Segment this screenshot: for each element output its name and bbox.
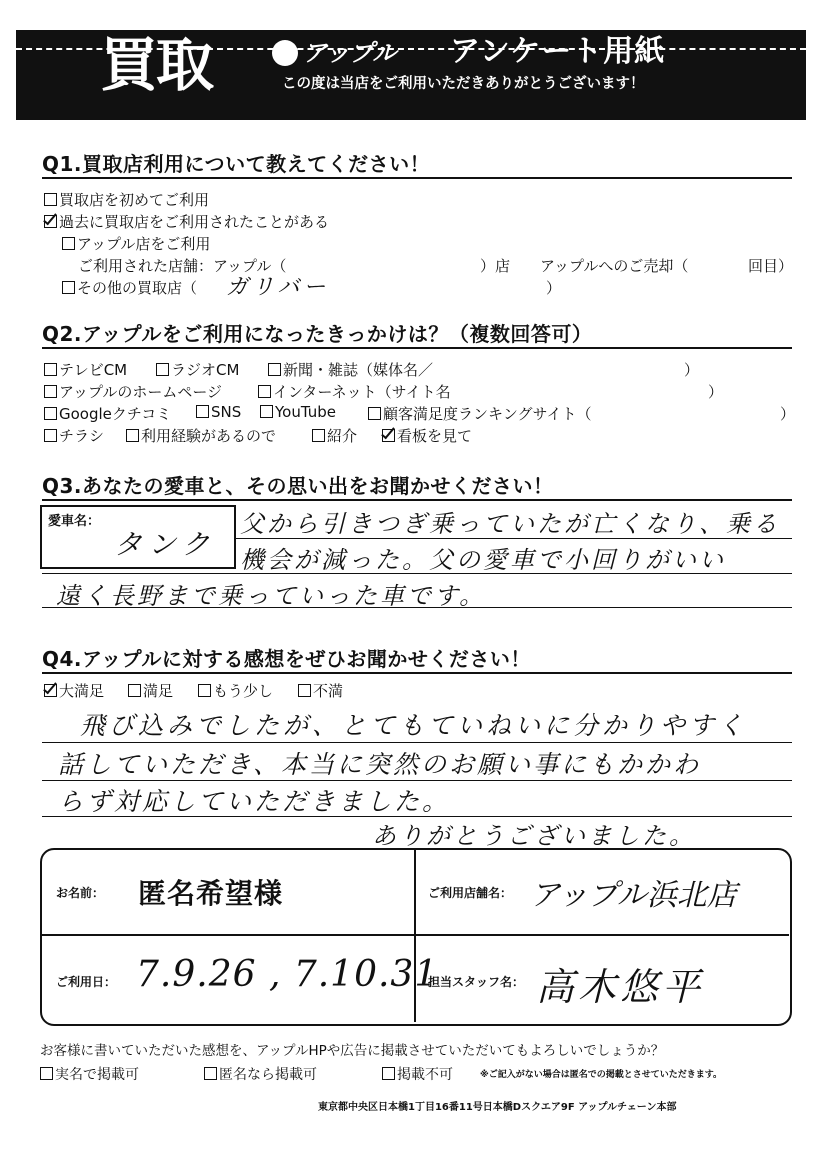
q2-option-news[interactable] bbox=[268, 359, 433, 380]
header-title-rest: アンケート用紙 bbox=[450, 34, 666, 69]
q4-line-rule-1 bbox=[42, 742, 792, 743]
q3-line-rule-2 bbox=[42, 573, 792, 574]
q2-option-net[interactable] bbox=[258, 381, 451, 402]
option-label: アップル店をご利用 bbox=[77, 235, 211, 253]
option-label: ラジオCM bbox=[171, 361, 240, 379]
option-label: 顧客満足度ランキングサイト（ bbox=[383, 405, 592, 423]
consent-option-anon[interactable] bbox=[204, 1064, 317, 1084]
checkbox[interactable] bbox=[382, 1067, 395, 1080]
q1-title: Q1.買取店利用について教えてください！ bbox=[42, 152, 431, 176]
q2-option-flyer[interactable] bbox=[44, 425, 104, 446]
checkbox[interactable] bbox=[44, 385, 57, 398]
q4-answer-line-3: らず対応していただきました。 bbox=[58, 787, 451, 816]
checkbox[interactable] bbox=[44, 363, 57, 376]
q1-option-apple[interactable] bbox=[62, 233, 210, 254]
option-label: 実名で掲載可 bbox=[55, 1067, 139, 1083]
q1-store-label: ご利用された店舗：アップル（ bbox=[78, 257, 287, 275]
option-label: 匿名なら掲載可 bbox=[219, 1067, 317, 1083]
checkbox-checked[interactable] bbox=[382, 429, 395, 442]
name-value[interactable]: 匿名希望様 bbox=[138, 877, 284, 910]
q4-option-good[interactable] bbox=[128, 680, 173, 701]
checkbox[interactable] bbox=[40, 1067, 53, 1080]
checkbox[interactable] bbox=[196, 405, 209, 418]
staff-value[interactable]: 高木悠平 bbox=[536, 965, 705, 1009]
header-title-big: 買取 bbox=[100, 31, 213, 99]
consent-note: ※ご記入がない場合は匿名での掲載とさせていただきます。 bbox=[480, 1070, 723, 1080]
store-label: ご利用店舗名： bbox=[428, 886, 513, 900]
consent-option-real[interactable] bbox=[40, 1064, 139, 1084]
checkbox[interactable] bbox=[44, 193, 57, 206]
q1-store-suffix: ）店 bbox=[480, 257, 511, 275]
q2-option-sign[interactable] bbox=[382, 425, 472, 446]
checkbox-checked[interactable] bbox=[44, 215, 57, 228]
consent-option-no[interactable] bbox=[382, 1064, 453, 1084]
q3-answer-line-2: 機会が減った。父の愛車で小回りがいい bbox=[240, 546, 726, 574]
checkbox[interactable] bbox=[126, 429, 139, 442]
car-name-value: タンク bbox=[114, 528, 216, 561]
option-label: 満足 bbox=[143, 682, 174, 700]
checkbox[interactable] bbox=[368, 407, 381, 420]
q4-option-great[interactable] bbox=[44, 680, 104, 701]
q2-option-youtube[interactable] bbox=[260, 403, 336, 421]
option-label: アップルのホームページ bbox=[59, 383, 223, 401]
checkbox[interactable] bbox=[204, 1067, 217, 1080]
option-label: もう少し bbox=[213, 682, 274, 700]
q4-option-bad[interactable] bbox=[298, 680, 343, 701]
q1-option-first[interactable] bbox=[44, 189, 209, 210]
date-label: ご利用日： bbox=[56, 975, 117, 989]
option-label: 掲載不可 bbox=[397, 1067, 453, 1083]
q4-line-rule-2 bbox=[42, 780, 792, 781]
checkbox[interactable] bbox=[156, 363, 169, 376]
checkbox[interactable] bbox=[298, 684, 311, 697]
checkbox-checked[interactable] bbox=[44, 684, 57, 697]
q2-option-sns[interactable] bbox=[196, 403, 241, 421]
option-label: 新聞・雑誌（媒体名／ bbox=[283, 361, 434, 379]
option-label: 大満足 bbox=[59, 682, 105, 700]
name-label: お名前： bbox=[56, 886, 105, 900]
checkbox[interactable] bbox=[44, 429, 57, 442]
consent-question: お客様に書いていただいた感想を、アップルHPや広告に掲載させていただいてもよろしいでしょうか？ bbox=[40, 1043, 665, 1059]
q4-title: Q4.アップルに対する感想をぜひお聞かせください！ bbox=[42, 647, 531, 671]
option-label: テレビCM bbox=[59, 361, 128, 379]
q2-net-close: ） bbox=[708, 383, 724, 401]
checkbox[interactable] bbox=[312, 429, 325, 442]
q3-line-rule-3 bbox=[42, 607, 792, 608]
q2-option-tv[interactable] bbox=[44, 359, 127, 380]
q1-other-value[interactable]: ガリバー bbox=[226, 275, 330, 300]
option-label: 過去に買取店をご利用されたことがある bbox=[59, 213, 330, 231]
header-subtitle: この度は当店をご利用いただきありがとうございます！ bbox=[282, 76, 645, 92]
date-value[interactable]: 7.9.26 , 7.10.31 bbox=[136, 954, 439, 995]
footer-address: 東京都中央区日本橋1丁目16番11号日本橋Dスクエア9F アップルチェーン本部 bbox=[318, 1102, 677, 1113]
staff-label: 担当スタッフ名： bbox=[428, 975, 525, 989]
q1-count-suffix: 回目） bbox=[748, 257, 794, 275]
q1-rule bbox=[42, 177, 792, 179]
checkbox[interactable] bbox=[62, 237, 75, 250]
q4-answer-line-2: 話していただき、本当に突然のお願い事にもかかわ bbox=[58, 750, 702, 779]
car-name-box[interactable] bbox=[40, 505, 236, 569]
q3-rule bbox=[42, 499, 792, 501]
info-divider-horizontal bbox=[41, 934, 789, 936]
option-label: 買取店を初めてご利用 bbox=[59, 191, 210, 209]
brand-logo-icon bbox=[272, 40, 298, 66]
q2-option-intro[interactable] bbox=[312, 425, 357, 446]
q1-option-past[interactable] bbox=[44, 211, 329, 232]
option-label: Googleクチコミ bbox=[59, 405, 172, 423]
option-label: チラシ bbox=[59, 427, 105, 445]
q3-title: Q3.あなたの愛車と、その思い出をお聞かせください！ bbox=[42, 474, 554, 498]
q1-option-other[interactable] bbox=[62, 277, 197, 298]
checkbox[interactable] bbox=[198, 684, 211, 697]
q4-rule bbox=[42, 672, 792, 674]
q2-option-ranking[interactable] bbox=[368, 403, 592, 424]
header-brand: アップル bbox=[303, 39, 397, 67]
option-label: YouTube bbox=[275, 403, 336, 421]
option-label: 不満 bbox=[313, 682, 344, 700]
checkbox[interactable] bbox=[128, 684, 141, 697]
q1-other-close: ） bbox=[546, 279, 562, 297]
q4-answer-line-1: 飛び込みでしたが、とてもていねいに分かりやすく bbox=[80, 711, 748, 740]
checkbox[interactable] bbox=[260, 405, 273, 418]
q2-option-hp[interactable] bbox=[44, 381, 222, 402]
q3-line-rule-1 bbox=[236, 538, 792, 539]
checkbox[interactable] bbox=[44, 407, 57, 420]
q4-answer-line-4: ありがとうございました。 bbox=[372, 822, 696, 850]
option-label: インターネット（サイト名 bbox=[273, 383, 451, 401]
option-label: SNS bbox=[211, 403, 242, 421]
q3-answer-line-3: 遠く長野まで乗っていった車です。 bbox=[56, 582, 487, 610]
option-label: 看板を見て bbox=[397, 427, 473, 445]
option-label: 紹介 bbox=[327, 427, 358, 445]
q2-option-google[interactable] bbox=[44, 403, 171, 424]
q2-option-experience[interactable] bbox=[126, 425, 276, 446]
q2-rule bbox=[42, 347, 792, 349]
option-label: その他の買取店（ bbox=[77, 279, 198, 297]
option-label: 利用経験があるので bbox=[141, 427, 277, 445]
q2-news-close: ） bbox=[684, 361, 700, 379]
checkbox[interactable] bbox=[62, 281, 75, 294]
car-name-label: 愛車名： bbox=[48, 514, 101, 529]
q3-answer-line-1: 父から引きつぎ乗っていたが亡くなり、乗る bbox=[240, 510, 780, 538]
checkbox[interactable] bbox=[268, 363, 281, 376]
checkbox[interactable] bbox=[258, 385, 271, 398]
q2-title: Q2.アップルをご利用になったきっかけは？（複数回答可） bbox=[42, 322, 593, 346]
q2-rank-close: ） bbox=[780, 405, 796, 423]
q1-count-label: アップルへのご売却（ bbox=[540, 257, 689, 275]
store-value[interactable]: アップル浜北店 bbox=[530, 878, 737, 913]
q4-option-more[interactable] bbox=[198, 680, 273, 701]
q2-option-radio[interactable] bbox=[156, 359, 239, 380]
